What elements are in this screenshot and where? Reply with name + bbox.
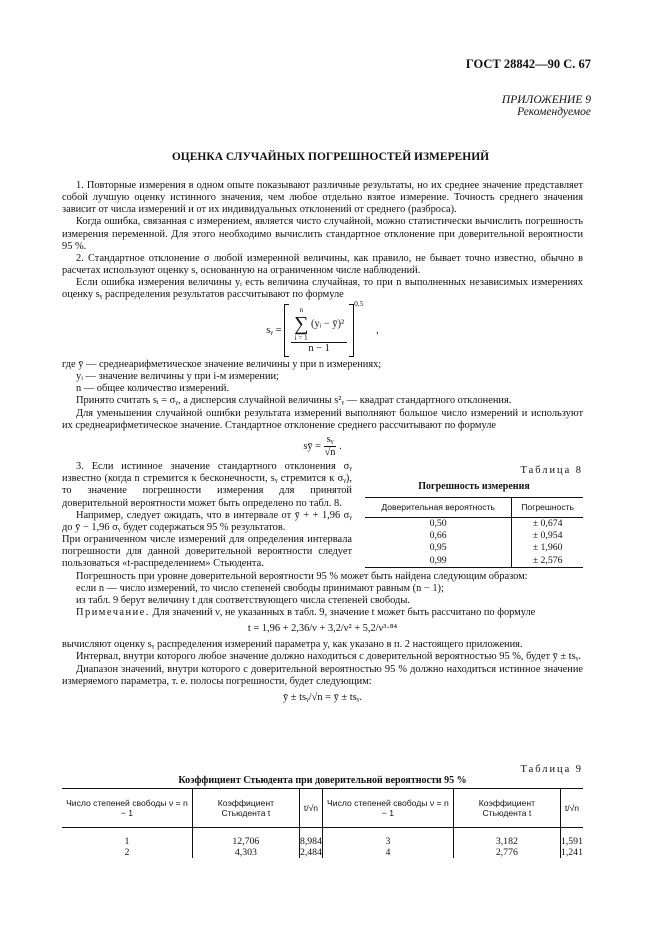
paragraph: если n — число измерений, то число степеней свободы принимают равным (n − 1); — [76, 582, 444, 594]
paragraph: Интервал, внутри которого любое значение должно находиться с доверительной вероятностью 95 %, будет ȳ ± tsᵧ. — [76, 651, 581, 663]
page-header: ГОСТ 28842—90 С. 67 — [465, 57, 591, 71]
formula-numerator: sᵧ — [324, 434, 337, 447]
table-row — [365, 530, 583, 542]
table-9-block — [62, 764, 583, 858]
formula-numerator — [291, 306, 347, 343]
table-cell: 2,484 — [299, 847, 322, 858]
paragraph: из табл. 9 берут величину t для соответствующего числа степеней свободы. — [76, 594, 410, 606]
table-row — [365, 517, 583, 530]
sum-lower-limit: i = 1 — [294, 333, 308, 342]
table-row — [365, 542, 583, 554]
paragraph: Погрешность при уровне доверительной вероятности 95 % может быть найдена следующим образом: — [76, 570, 528, 582]
paragraph: Для уменьшения случайной ошибки результата измерений выполняют большое число измерений и используют их среднеарифметическое значение. Стандартное отклонение среднего рассчитывают по формуле — [62, 407, 583, 431]
paragraph: Когда ошибка, связанная с измерением, является чисто случайной, можно статистически вычислить погрешность измерения переменной. Для этого необходимо вычислить стандартное отклонение при доверительной вероятности 95 %. — [62, 216, 583, 252]
paragraph: Принято считать sᵢ = σᵧ, а дисперсия случайной величины s²ᵧ — квадрат стандартного отклонения. — [76, 395, 512, 407]
paragraph: При ограниченном числе измерений для определения интервала погрешности для данной доверительной вероятности следует пользоваться «t-распределением» Стьюдента. — [62, 534, 352, 570]
table-9-label: Таблица 9 — [520, 764, 583, 775]
table-8-block — [365, 465, 583, 570]
table-header: Доверительная вероятность — [365, 498, 512, 517]
paragraph: 1. Повторные измерения в одном опыте показывают различные результаты, но их среднее значение представляет собой лучшую оценку истинного значения, чем любое отдельно взятое измерение. Точность среднего значения зависит от числа измерений и от их индивидуальных отклонений от среднего (разброса). — [62, 180, 583, 216]
table-8-caption: Погрешность измерения — [418, 481, 530, 493]
appendix-label: ПРИЛОЖЕНИЕ 9 — [501, 94, 591, 106]
table-cell: 1,241 — [560, 847, 583, 858]
formula-denominator: √n — [324, 446, 336, 458]
table-cell: 1,591 — [560, 828, 583, 848]
table-cell: 0,66 — [429, 530, 447, 541]
table-8 — [365, 497, 583, 568]
table-cell: 2,776 — [453, 847, 560, 858]
sum-upper-limit: n — [299, 305, 303, 314]
note-text: Для значений ν, не указанных в табл. 9, значение t может быть рассчитано по формуле — [152, 607, 536, 618]
left-column — [62, 461, 352, 570]
document-body — [62, 180, 583, 708]
table-row — [62, 828, 583, 848]
formula-tail: . — [339, 440, 342, 452]
table-cell: 0,50 — [429, 517, 447, 529]
formula-standard-deviation — [62, 299, 583, 357]
formula-interval: ȳ ± tsᵧ/√n = ȳ ± tsᵧ. — [283, 691, 362, 703]
table-8-label: Таблица 8 — [520, 465, 583, 477]
table-cell: 4 — [322, 847, 453, 858]
appendix-block — [502, 94, 591, 118]
table-row — [365, 555, 583, 568]
note-label: Примечание. — [76, 607, 150, 618]
table-cell: 1 — [124, 836, 130, 847]
table-cell: 0,95 — [429, 542, 447, 554]
table-cell: ± 2,576 — [512, 555, 583, 568]
table-header: Погрешность — [512, 498, 583, 517]
paragraph: вычисляют оценку sᵧ распределения измерений параметра y, как указано в п. 2 настоящего приложения. — [62, 639, 523, 651]
formula-power: 0,5 — [354, 299, 364, 309]
table-9-caption: Коэффициент Стьюдента при доверительной вероятности 95 % — [178, 775, 467, 786]
table-cell: 8,984 — [299, 828, 322, 848]
paragraph: Если ошибка измерения величины yᵢ есть величина случайная, то при n выполненных независимых измерениях оценку sᵧ распределения результатов рассчитывают по формуле — [62, 277, 583, 301]
note — [62, 607, 583, 619]
where-line: где ȳ — среднеарифметическое значение величины y при n измерениях; — [62, 358, 382, 370]
table-header: Коэффициент Стьюдента t — [453, 789, 560, 828]
formula-fraction — [324, 434, 337, 459]
formula-bracket — [284, 304, 354, 357]
table-cell: ± 0,674 — [512, 517, 583, 530]
sum-body: (yᵢ − ȳ)² — [310, 318, 345, 330]
table-cell: ± 0,954 — [512, 530, 583, 542]
document-title: ОЦЕНКА СЛУЧАЙНЫХ ПОГРЕШНОСТЕЙ ИЗМЕРЕНИЙ — [171, 151, 490, 163]
table-cell: 4,303 — [192, 847, 299, 858]
table-row — [62, 847, 583, 858]
formula-lhs: sᵧ = — [266, 324, 282, 336]
section-with-table-8 — [62, 461, 583, 570]
formula-lhs: sȳ = — [303, 440, 322, 452]
paragraph: Диапазон значений, внутри которого с доверительной вероятностью 95 % должно находиться истинное значение измеряемого параметра, т. е. полосы погрешности, будет следующим: — [62, 663, 583, 687]
formula-mean-deviation — [62, 434, 583, 459]
table-cell: 3 — [322, 828, 453, 848]
paragraph: Например, следует ожидать, что в интервале от ȳ + + 1,96 σᵧ до ȳ − 1,96 σᵧ будет содержаться 95 % результатов. — [62, 509, 352, 533]
table-cell: 2 — [124, 847, 130, 858]
table-header: Число степеней свободы ν = n − 1 — [62, 789, 192, 828]
formula-t: t = 1,96 + 2,36/ν + 3,2/ν² + 5,2/ν³·⁸⁴ — [247, 623, 398, 635]
table-header: Число степеней свободы ν = n − 1 — [322, 789, 453, 828]
paragraph: 3. Если истинное значение стандартного отклонения σᵧ известно (когда n стремится к бесконечности, sᵧ стремится к σᵧ), то значение погрешности измерения для принятой доверительной вероятности может быть определено по табл. 8. — [62, 461, 352, 509]
where-line: yᵢ — значение величины y при i-м измерении; — [76, 371, 279, 383]
table-cell: ± 1,960 — [512, 542, 583, 554]
appendix-status: Рекомендуемое — [517, 106, 591, 118]
table-9 — [62, 788, 583, 858]
table-header: t/√n — [560, 789, 583, 828]
table-cell: 12,706 — [192, 828, 299, 848]
where-line: n — общее количество измерений. — [76, 383, 230, 395]
table-cell: 0,99 — [365, 555, 512, 568]
paragraph: 2. Стандартное отклонение σ любой измеренной величины, как правило, не бывает точно известно, обычно в расчетах используют оценку s, основанную на ограниченном числе наблюдений. — [62, 252, 583, 277]
formula-tail: , — [376, 324, 379, 336]
formula-fraction — [291, 306, 347, 355]
table-header: Коэффициент Стьюдента t — [192, 789, 299, 828]
formula-denominator: n − 1 — [308, 342, 330, 354]
table-cell: 3,182 — [453, 828, 560, 848]
sum-symbol: ∑ — [294, 312, 309, 335]
table-header: t/√n — [299, 789, 322, 828]
